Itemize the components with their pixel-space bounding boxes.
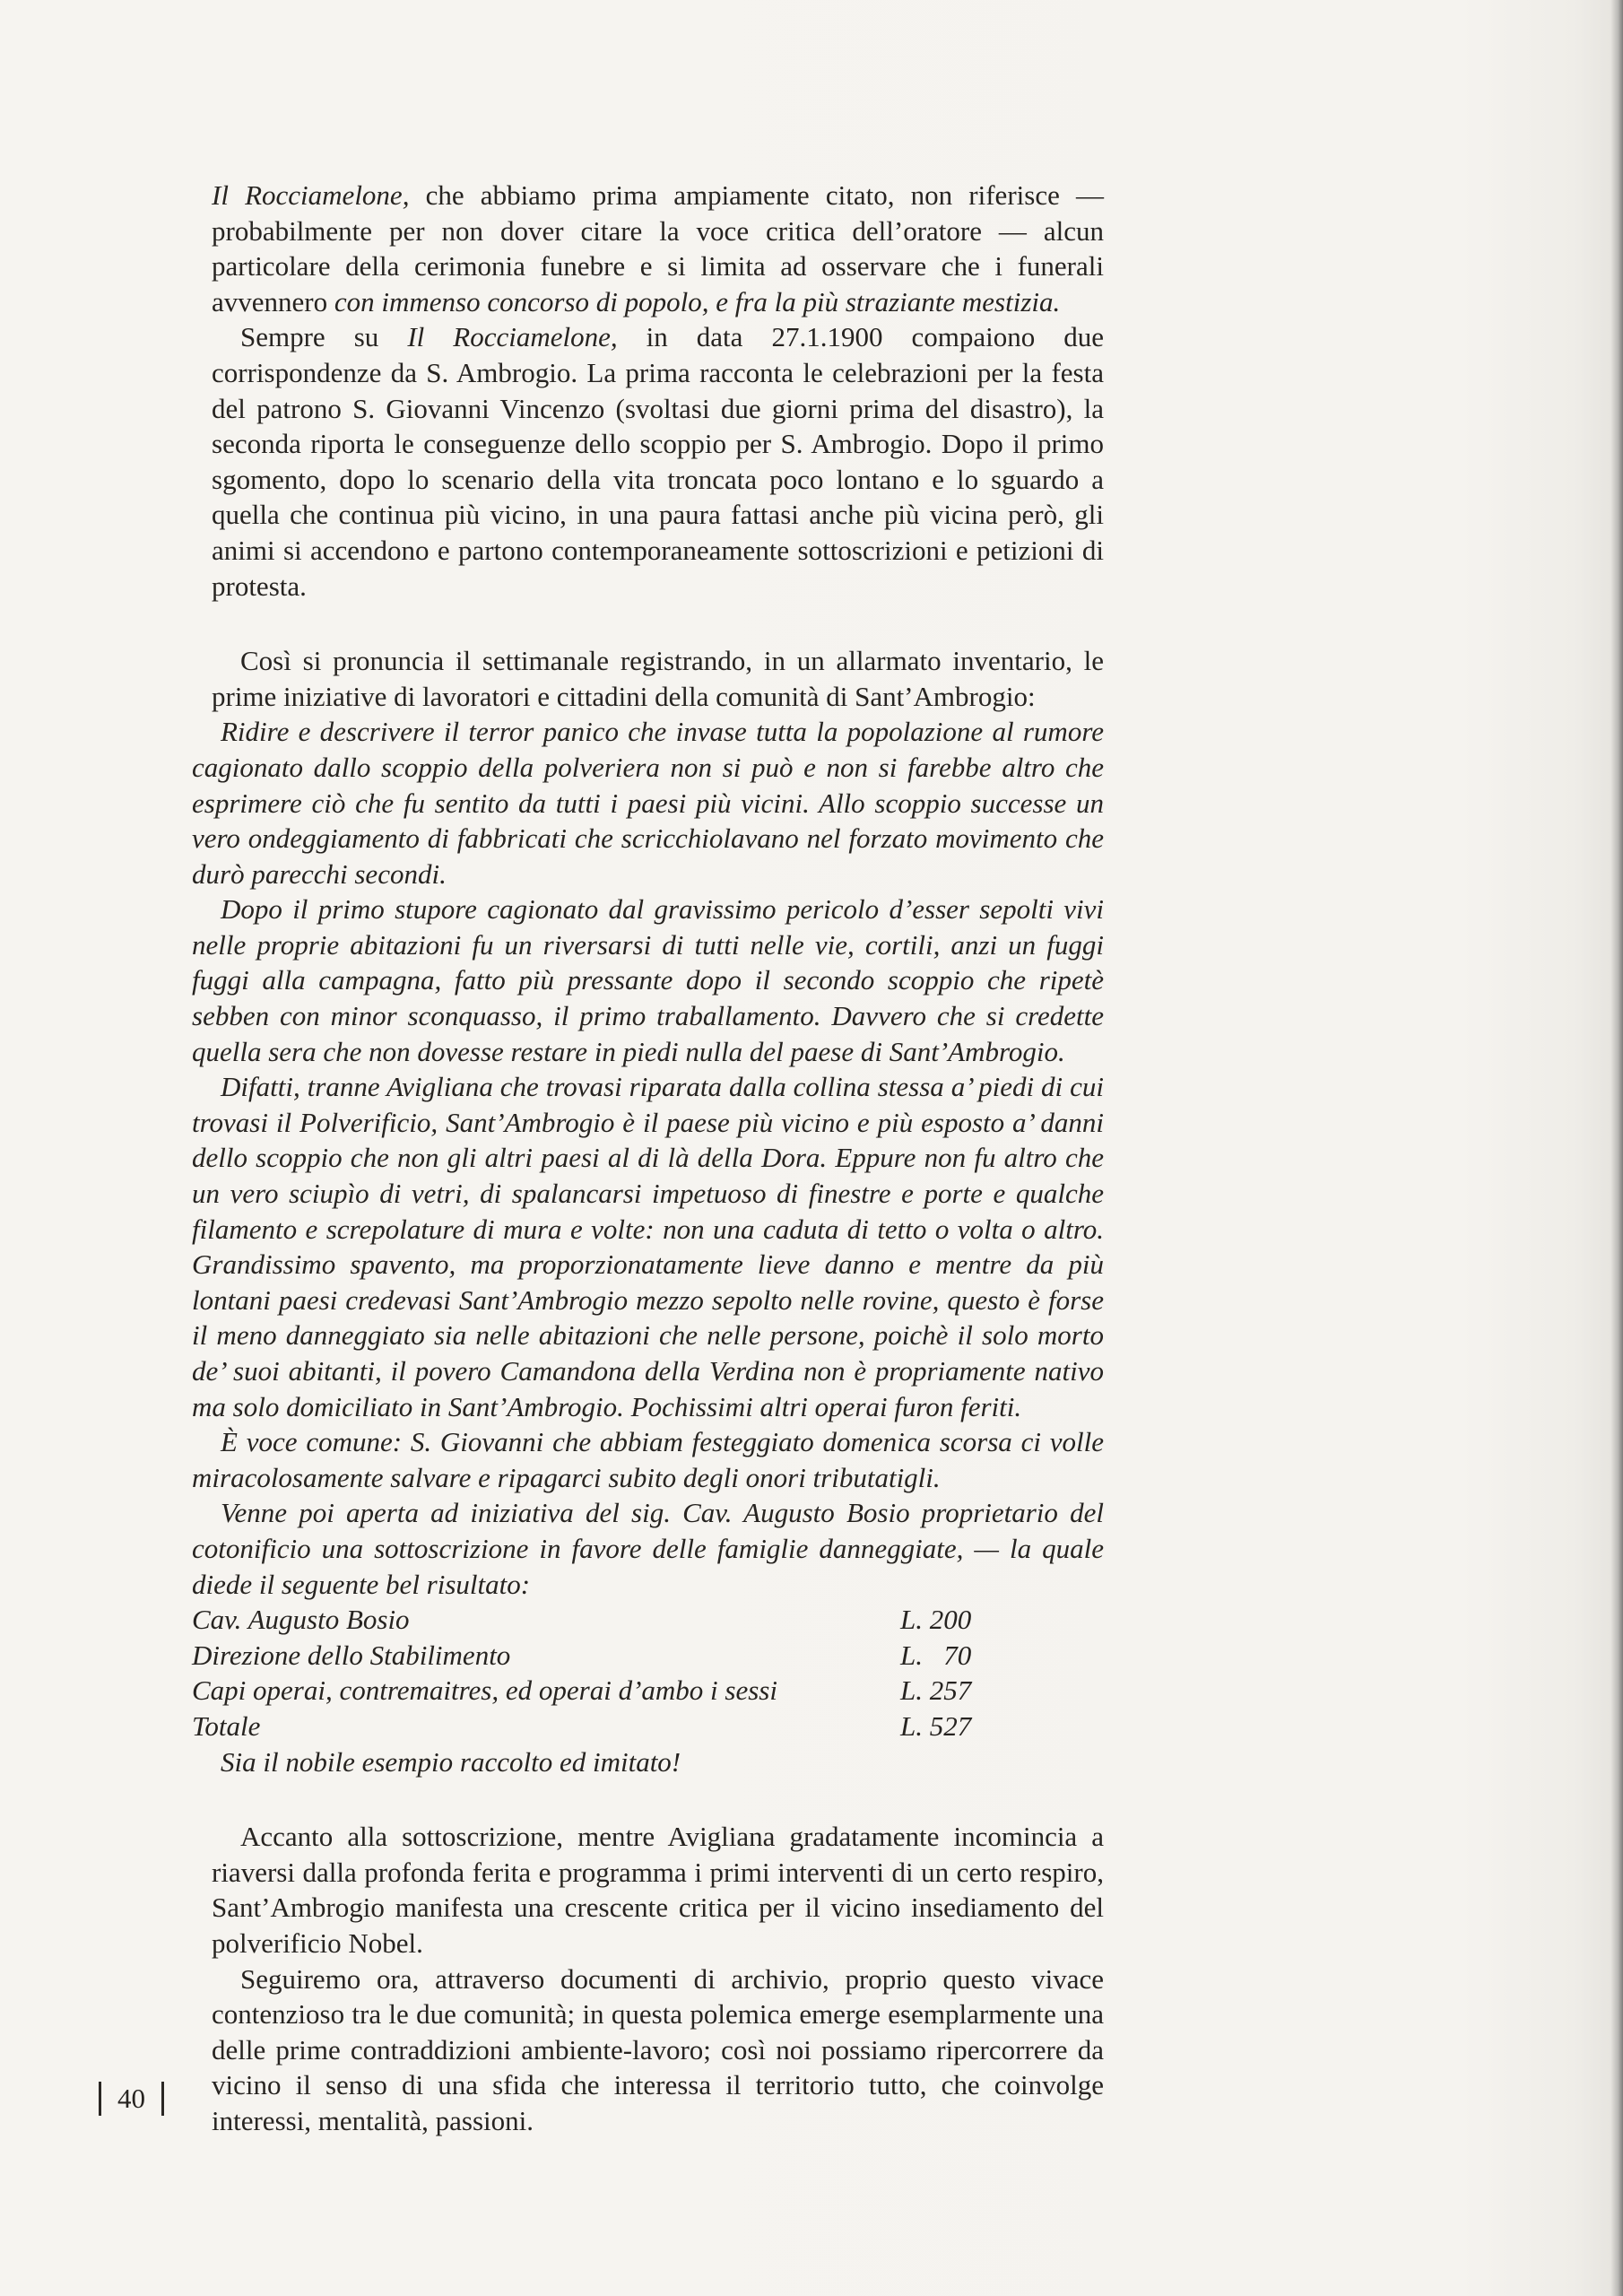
quote-closing: Sia il nobile esempio raccolto ed imitato! (221, 1745, 681, 1778)
subscription-amount: L. 527 (900, 1709, 972, 1742)
subscription-table (192, 1602, 1008, 1744)
page-number-rule-left (99, 2082, 101, 2116)
subscription-name: Direzione dello Stabilimento (192, 1639, 511, 1671)
subscription-row (192, 1673, 1008, 1709)
paragraph-gap (212, 604, 1104, 643)
subscription-row (192, 1638, 1008, 1674)
quote-paragraph-4: È voce comune: S. Giovanni che abbiam festeggiato domenica scorsa ci volle miracolosamente salvare e ripagarci subito degli onori tributatigli. (192, 1426, 1104, 1493)
quote-paragraph-5: Venne poi aperta ad iniziativa del sig. Cav. Augusto Bosio proprietario del cotonificio una sottoscrizione in favore delle famiglie danneggiate, — la quale diede il seguente bel risultato: (192, 1497, 1104, 1600)
quote-paragraph-2: Dopo il primo stupore cagionato dal gravissimo pericolo d’esser sepolti vivi nelle proprie abitazioni fu un riversarsi di tutti nelle vie, cortili, anzi un fuggi fuggi alla campagna, fatto più pressante dopo il secondo scoppio che ripetè sebben con minor sconquasso, il primo traballamento. Davvero che si credette quella sera che non dovesse restare in piedi nulla del paese di Sant’Ambrogio. (192, 893, 1104, 1067)
paragraph-accanto: Accanto alla sottoscrizione, mentre Avigliana gradatamente incomincia a riaversi dalla profonda ferita e programma i primi interventi di un certo respiro, Sant’Ambrogio manifesta una crescente critica per il vicino insediamento del polverificio Nobel. (212, 1821, 1104, 1959)
title-il-rocciamelone: Il Rocciamelone, (212, 179, 410, 211)
paragraph-gap (212, 1779, 1104, 1819)
paragraph-text: Sempre su (240, 321, 408, 353)
quote-paragraph-1: Ridire e descrivere il terror panico che invase tutta la popolazione al rumore cagionato dallo scoppio della polveriera non si può e non si farebbe altro che esprimere ciò che fu sentito da tutti i paesi più vicini. Allo scoppio successe un vero ondeggiamento di fabbricati che scricchiolavano nel forzato movimento che durò parecchi secondi. (192, 716, 1104, 890)
subscription-row (192, 1602, 1008, 1638)
subscription-amount: L. 70 (900, 1639, 972, 1671)
quoted-phrase: con immenso concorso di popolo, e fra la più straziante mestizia. (334, 285, 1061, 317)
paragraph-text: in data 27.1.1900 compaiono due corrispondenze da S. Ambrogio. La prima racconta le celebrazioni per la festa del patrono S. Giovanni Vincenzo (svoltasi due giorni prima del disastro), la seconda riporta le conseguenze dello scoppio per S. Ambrogio. Dopo il primo sgomento, dopo lo scenario della vita troncata poco lontano e lo sguardo a quella che continua più vicino, in una paura fattasi anche più vicina però, gli animi si accendono e partono contemporaneamente sottoscrizioni e petizioni di protesta. (212, 321, 1104, 602)
quote-paragraph-3: Difatti, tranne Avigliana che trovasi riparata dalla collina stessa a’ piedi di cui trovasi il Polverificio, Sant’Ambrogio è il paese più vicino e più esposto a’ danni dello scoppio che non gli altri paesi al di là della Dora. Eppure non fu altro che un vero sciupìo di vetri, di spalancarsi impetuoso di finestre e porte e qualche filamento e screpolature di mura e volte: non una caduta di tetto o volta o altro. Grandissimo spavento, ma proporzionatamente lieve danno e mentre da più lontani paesi credevasi Sant’Ambrogio mezzo sepolto nelle rovine, questo è forse il meno danneggiato sia nelle abitazioni che nelle persone, poichè il solo morto de’ suoi abitanti, il povero Camandona della Verdina non è propriamente nativo ma solo domiciliato in Sant’Ambrogio. Pochissimi altri operai furon feriti. (192, 1071, 1104, 1422)
page-number-block (99, 2079, 164, 2118)
paragraph-corrispondenze (212, 319, 1104, 604)
page-number: 40 (117, 2083, 145, 2114)
paragraph-seguiremo: Seguiremo ora, attraverso documenti di archivio, proprio questo vivace contenzioso tra le due comunità; in questa polemica emerge esemplarmente una delle prime contraddizioni ambiente-lavoro; così noi possiamo ripercorrere da vicino il senso di una sfida che interessa il territorio tutto, che coinvolge interessi, mentalità, passioni. (212, 1962, 1104, 2136)
title-il-rocciamelone: Il Rocciamelone, (407, 321, 618, 353)
subscription-total-row (192, 1709, 1008, 1744)
page-number-rule-right (161, 2082, 164, 2116)
paragraph-text: che abbiamo prima ampiamente citato, non riferisce — probabilmente per non dover citare la voce critica dell’oratore — alcun particolare della cerimonia funebre e si limita ad osservare che i funerali avvennero (212, 179, 1105, 317)
subscription-name: Totale (192, 1709, 261, 1742)
subscription-amount: L. 200 (900, 1604, 972, 1636)
paragraph-rocciamelone-funerali (212, 178, 1104, 319)
subscription-name: Cav. Augusto Bosio (192, 1604, 410, 1636)
page-edge-shadow (1610, 0, 1623, 2296)
paragraph-intro-quote: Così si pronuncia il settimanale registrando, in un allarmato inventario, le prime iniziative di lavoratori e cittadini della comunità di Sant’Ambrogio: (212, 645, 1104, 712)
subscription-amount: L. 257 (900, 1674, 972, 1707)
text-column (192, 178, 1105, 2138)
subscription-name: Capi operai, contremaitres, ed operai d’ambo i sessi (192, 1674, 777, 1707)
